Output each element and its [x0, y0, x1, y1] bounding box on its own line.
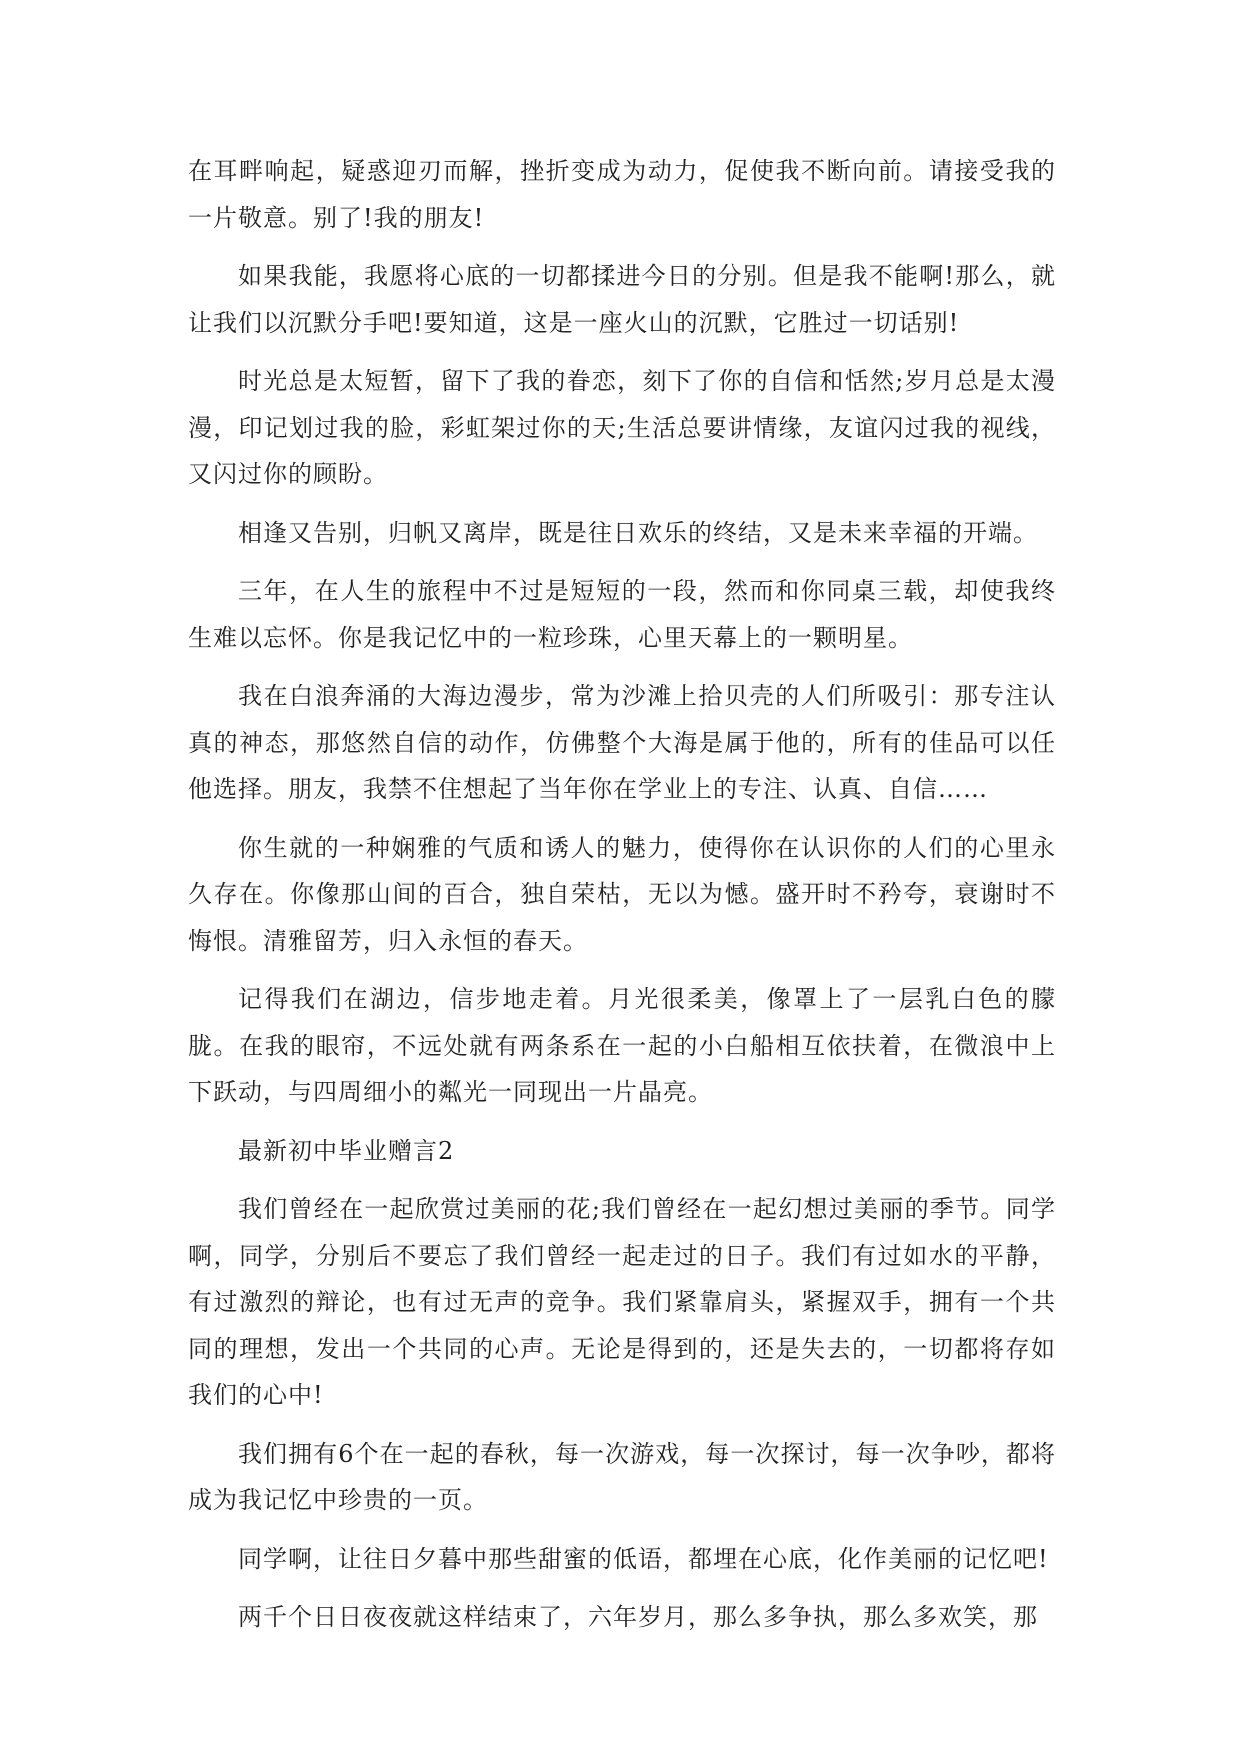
document-body — [188, 148, 1056, 1653]
paragraph: 我在白浪奔涌的大海边漫步，常为沙滩上拾贝壳的人们所吸引：那专注认真的神态，那悠然自信的动作，仿佛整个大海是属于他的，所有的佳品可以任他选择。朋友，我禁不住想起了当年你在学业上的专注、认真、自信…… — [188, 682, 1056, 803]
paragraph: 我们曾经在一起欣赏过美丽的花;我们曾经在一起幻想过美丽的季节。同学啊，同学，分别后不要忘了我们曾经一起走过的日子。我们有过如水的平静，有过激烈的辩论，也有过无声的竞争。我们紧靠肩头，紧握双手，拥有一个共同的理想，发出一个共同的心声。无论是得到的，还是失去的，一切都将存如我们的心中! — [188, 1195, 1056, 1409]
paragraph: 同学啊，让往日夕暮中那些甜蜜的低语，都埋在心底，化作美丽的记忆吧! — [238, 1544, 1049, 1573]
paragraph: 时光总是太短暂，留下了我的眷恋，刻下了你的自信和恬然;岁月总是太漫漫，印记划过我的脸，彩虹架过你的天;生活总要讲情缘，友谊闪过我的视线，又闪过你的顾盼。 — [188, 367, 1056, 488]
section-heading: 最新初中毕业赠言2 — [238, 1136, 455, 1165]
paragraph: 记得我们在湖边，信步地走着。月光很柔美，像罩上了一层乳白色的朦胧。在我的眼帘，不远处就有两条系在一起的小白船相互依扶着，在微浪中上下跃动，与四周细小的粼光一同现出一片晶亮。 — [188, 985, 1056, 1106]
paragraph: 如果我能，我愿将心底的一切都揉进今日的分别。但是我不能啊!那么，就让我们以沉默分手吧!要知道，这是一座火山的沉默，它胜过一切话别! — [188, 262, 1056, 337]
paragraph: 在耳畔响起，疑惑迎刃而解，挫折变成为动力，促使我不断向前。请接受我的一片敬意。别了!我的朋友! — [188, 157, 1056, 232]
paragraph: 我们拥有6个在一起的春秋，每一次游戏，每一次探讨，每一次争吵，都将成为我记忆中珍贵的一页。 — [188, 1439, 1056, 1514]
paragraph: 三年，在人生的旅程中不过是短短的一段，然而和你同桌三载，却使我终生难以忘怀。你是我记忆中的一粒珍珠，心里天幕上的一颗明星。 — [188, 577, 1056, 652]
paragraph: 相逢又告别，归帆又离岸，既是往日欢乐的终结，又是未来幸福的开端。 — [238, 518, 1038, 547]
paragraph: 两千个日日夜夜就这样结束了，六年岁月，那么多争执，那么多欢笑，那 — [238, 1603, 1038, 1631]
paragraph: 你生就的一种娴雅的气质和诱人的魅力，使得你在认识你的人们的心里永久存在。你像那山间的百合，独自荣枯，无以为憾。盛开时不矜夸，衰谢时不悔恨。清雅留芳，归入永恒的春天。 — [188, 833, 1056, 955]
